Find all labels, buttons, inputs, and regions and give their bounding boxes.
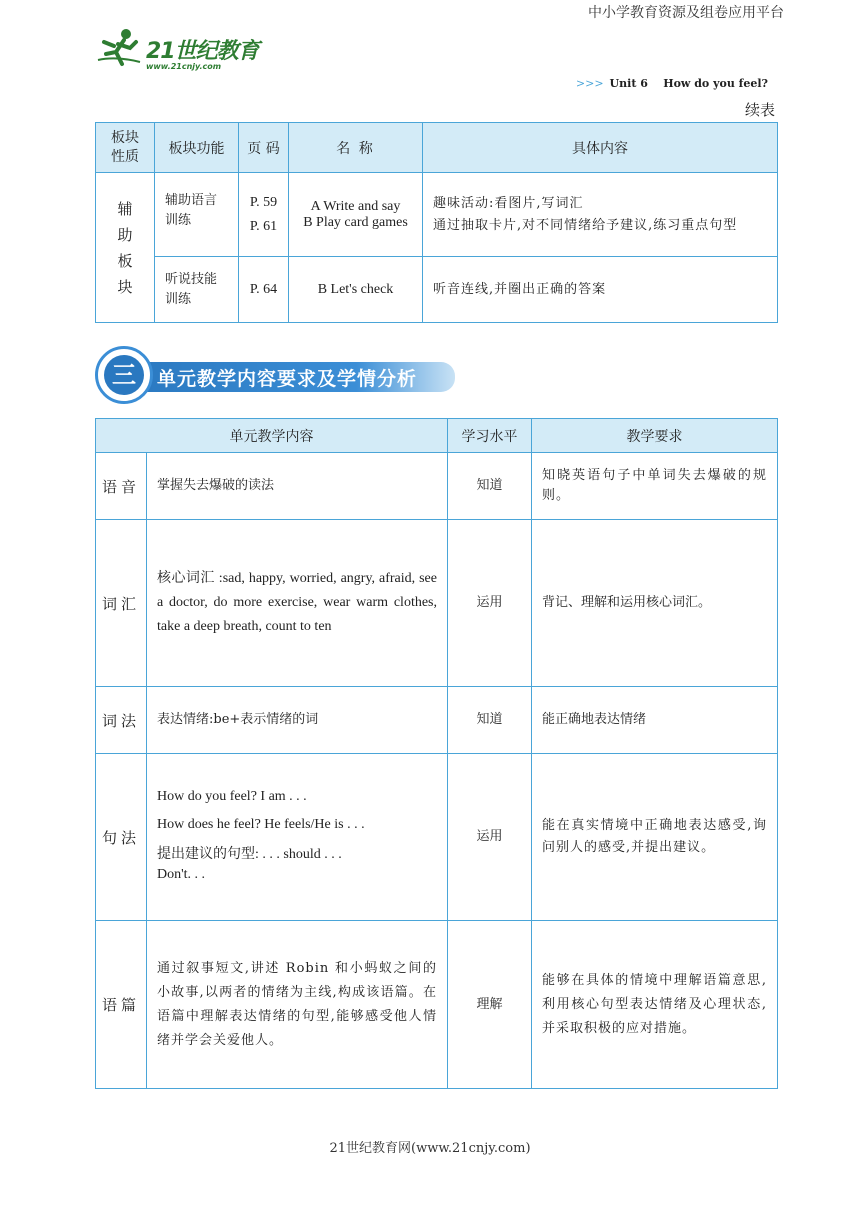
arrows-icon: >>> xyxy=(575,77,604,90)
row-label: 词法 xyxy=(96,687,147,754)
group-label: 辅 助 板 块 xyxy=(96,173,155,323)
header-level: 学习水平 xyxy=(448,419,532,453)
header-pages: 页 码 xyxy=(239,123,289,173)
row-requirement: 能正确地表达情绪 xyxy=(532,687,778,754)
section-number: 三 xyxy=(104,355,144,395)
module-pages: P. 64 xyxy=(239,257,289,323)
module-pages: P. 59 P. 61 xyxy=(239,173,289,257)
row-content: 掌握失去爆破的读法 xyxy=(147,453,448,520)
row-level: 运用 xyxy=(448,520,532,687)
row-level: 知道 xyxy=(448,453,532,520)
header-content: 具体内容 xyxy=(423,123,778,173)
sentence-line: 提出建议的句型: . . . should . . . Don't. . . xyxy=(157,847,342,882)
module-function: 听说技能 训练 xyxy=(155,257,239,323)
module-name: A Write and say B Play card games xyxy=(289,173,423,257)
site-logo xyxy=(96,26,266,76)
row-requirement: 能在真实情境中正确地表达感受,询问别人的感受,并提出建议。 xyxy=(532,754,778,921)
section-banner xyxy=(95,344,455,404)
row-label: 语音 xyxy=(96,453,147,520)
runner-icon xyxy=(96,26,146,70)
footer: 21世纪教育网(www.21cnjy.com) xyxy=(329,1141,531,1156)
continued-label: 续表 xyxy=(744,101,775,119)
unit-title: Unit 6 How do you feel? xyxy=(609,77,768,90)
module-content: 趣味活动:看图片,写词汇 通过抽取卡片,对不同情绪给予建议,练习重点句型 xyxy=(423,173,778,257)
header-function: 板块功能 xyxy=(155,123,239,173)
unit-heading xyxy=(576,77,768,90)
row-requirement: 知晓英语句子中单词失去爆破的规则。 xyxy=(532,453,778,520)
row-level: 知道 xyxy=(448,687,532,754)
section-number-badge xyxy=(95,346,153,404)
module-content: 听音连线,并圈出正确的答案 xyxy=(423,257,778,323)
row-label: 语篇 xyxy=(96,921,147,1089)
logo-text: 21世纪教育 xyxy=(146,39,259,64)
row-requirement: 能够在具体的情境中理解语篇意思,利用核心句型表达情绪及心理状态,并采取积极的应对措施。 xyxy=(532,921,778,1089)
header-nature: 板块 性质 xyxy=(96,123,155,173)
row-level: 理解 xyxy=(448,921,532,1089)
header-name: 名 称 xyxy=(289,123,423,173)
row-content: 核心词汇 :sad, happy, worried, angry, afraid, see a doctor, do more exercise, wear warm clothes, take a deep breath, count to ten xyxy=(147,520,448,687)
row-label: 句法 xyxy=(96,754,147,921)
row-content: 通过叙事短文,讲述 Robin 和小蚂蚁之间的小故事,以两者的情绪为主线,构成该语篇。在语篇中理解表达情绪的句型,能够感受他人情绪并学会关爱他人。 xyxy=(147,921,448,1089)
row-requirement: 背记、理解和运用核心词汇。 xyxy=(532,520,778,687)
logo-url: www.21cnjy.com xyxy=(146,62,222,71)
row-level: 运用 xyxy=(448,754,532,921)
header-unit-content: 单元教学内容 xyxy=(96,419,448,453)
module-function: 辅助语言 训练 xyxy=(155,173,239,257)
platform-name: 中小学教育资源及组卷应用平台 xyxy=(588,5,784,21)
row-label: 词汇 xyxy=(96,520,147,687)
requirements-table xyxy=(95,418,778,1089)
row-content: 表达情绪:be+表示情绪的词 xyxy=(147,687,448,754)
header-requirement: 教学要求 xyxy=(532,419,778,453)
section-title: 单元教学内容要求及学情分析 xyxy=(157,368,418,390)
sentence-line: How does he feel? He feels/He is . . . xyxy=(157,817,365,832)
row-content xyxy=(147,754,448,921)
modules-table xyxy=(95,122,778,323)
module-name: B Let's check xyxy=(289,257,423,323)
sentence-line: How do you feel? I am . . . xyxy=(157,789,307,804)
